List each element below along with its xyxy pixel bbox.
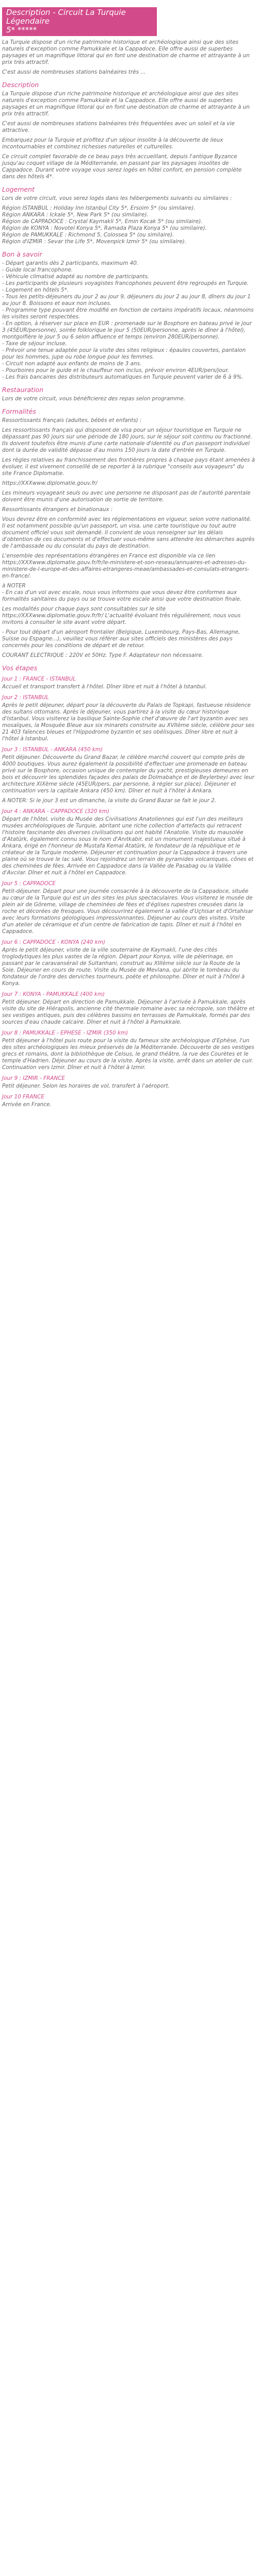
description-paragraph: La Turquie dispose d'un riche patrimoine historique et archéologique ainsi que des sites naturels d'exception comme Pamukkale et la Cappadoce. Elle offre aussi de superbes paysages et un magnifique littoral qui en font une destination de charme et attrayante à un prix très attractif. <box>2 91 250 117</box>
day-block <box>2 676 255 690</box>
list-item: - Logement en hôtels 5*. <box>2 287 69 293</box>
day-text: A NOTER: Si le jour 3 est un dimanche, la visite du Grand Bazar se fait le jour 2. <box>2 798 217 804</box>
logement-section <box>2 185 255 245</box>
day-block <box>2 1030 255 1071</box>
bon-a-savoir-list <box>2 260 255 381</box>
day-block <box>2 1075 255 1090</box>
day-block <box>2 808 255 876</box>
day-block <box>2 694 255 742</box>
formalites-note-heading: à NOTER <box>2 583 26 589</box>
day-title: Jour 2 : ISTANBUL <box>2 694 49 701</box>
formalites-paragraph: Ressortissants français (adultes, bébés et enfants) : <box>2 417 142 423</box>
etapes-section <box>2 664 255 1108</box>
bon-a-savoir-section <box>2 250 255 381</box>
intro-paragraph: C'est aussi de nombreuses stations balnéaires très ... <box>2 69 146 75</box>
logement-heading: Logement <box>2 185 35 193</box>
day-text: Après le petit déjeuner, départ pour la découverte du Palais de Topkapi, fastueuse résidence des sultans ottomans. Après le déjeuner, vous partirez à la visite du cœur historique d'Istanbul. Vous visiterez la basilique Sainte-Sophie chef d'œuvre de l'art byzantin avec ses mosaïques, la Mosquée Bleue aux six minarets construite au XVIIème siècle, célèbre pour ses 21 403 faïences bleues et l'Hippodrome byzantin et ses obélisques. Dîner libre et nuit à l'hôtel à Istanbul. <box>2 702 254 742</box>
description-heading: Description <box>2 81 39 89</box>
formalites-paragraph: Les ressortissants français qui disposent de visa pour un séjour touristique en Turquie ne dépassant pas 90 jours sur une période de 180 jours, sur le séjour soit continu ou fractionné. Ils doivent toutefois être munis d'une carte nationale d'identité ou d'un passeport individuel dont la durée de validité dépasse d'au moins 150 jours la date d'entrée en Turquie. <box>2 427 252 453</box>
list-item: - Tous les petits-déjeuners du jour 2 au jour 9, déjeuners du jour 2 au jour 8, dîners du jour 1 au jour 8. Boissons et eaux non incluses. <box>2 294 251 307</box>
formalites-paragraph: Les mineurs voyageant seuls ou avec une personne ne disposant pas de l'autorité parentale doivent être munis d'une autorisation de sortie de territoire. <box>2 490 251 503</box>
day-text: Départ de l'hôtel, visite du Musée des Civilisations Anatoliennes qui est l'un des meilleurs musées archéologiques de Turquie, abritant une riche collection d'artefacts qui retracent l'histoire fascinante des diverses civilisations qui ont habité l'Anatolie. Visite du mausolée d'Atatürk, également connu sous le nom d'Anıtkabir, est un monument majestueux situé à Ankara, érigé en l'honneur de Mustafa Kemal Atatürk, le fondateur de la république et le créateur de la Turquie moderne. Déjeuner et continuation pour la Cappadoce à travers une plaine où se trouve le lac salé. Vous rejoindrez un terrain de pyramides volcaniques, cônes et des cheminées de fées. Arrivée en Cappadoce dans la Vallée de Pasabag ou la Vallée d'Avcılar. Dîner et nuit à l'hôtel en Cappadoce. <box>2 816 254 876</box>
list-item: - Pourboires pour le guide et le chauffeur non inclus, prévoir environ 4EUR/pers/jour. <box>2 367 229 374</box>
restauration-text: Lors de votre circuit, vous bénéficierez des repas selon programme. <box>2 396 185 402</box>
day-text: Petit déjeuner. Départ en direction de Pamukkale. Déjeuner à l'arrivée à Pamukkale, après visite du site de Hiérapolis, ancienne cité thermale romaine avec sa nécropole, son théâtre et ses vestiges antiques, puis des célèbres bassins en terrasses de Pamukkale, formés par des sources d'eau chaude calcaire. Dîner et nuit à l'hôtel à Pamukkale. <box>2 999 255 1025</box>
formalites-paragraph: Vous devrez être en conformité avec les réglementations en vigueur, selon votre nationalité. Il est notamment possible qu'un passeport, un visa, une carte touristique ou tout autre document officiel vous soit demandé. Il convient de vous renseigner sur les délais d'obtention de ces documents et d'effectuer vous-même sans attendre les démarches auprès de l'ambassade ou du consulat du pays de destination. <box>2 516 255 549</box>
formalites-note: - En cas d'un vol avec escale, nous vous informons que vous devez être conformes aux formalités sanitaires du pays ou se trouve votre escale ainsi que votre destination finale. <box>2 589 242 602</box>
page-title <box>2 7 157 36</box>
day-text: Petit-déjeuner. Départ pour une journée consacrée à la découverte de la Cappadoce, située au cœur de la Turquie qui est un des sites les plus spectaculaires. Vous visiterez le musée de plein air de Göreme, village de cheminées de fées et d'églises rupestres creusées dans la roche et décorées de fresques. Vous découvrirez également la vallée d'Uçhisar et d'Ortahisar avec leurs formations géologiques impressionnantes. Déjeuner au cours des visites. Visite d'un atelier de céramique et d'un centre de fabrication de tapis. Dîner et nuit à l'hôtel en Cappadoce. <box>2 888 253 935</box>
day-text: Petit déjeuner. Selon les horaires de vol, transfert à l'aéroport. <box>2 1083 170 1089</box>
formalites-paragraph: Ressortissants étrangers et binationaux : <box>2 506 113 513</box>
list-item: - Les frais bancaires des distributeurs automatiques en Turquie peuvent varier de 6 à 9%. <box>2 374 244 380</box>
formalites-note: - Pour tout départ d'un aéroport frontalier (Belgique, Luxembourg, Pays-Bas, Allemagne, Suisse ou Espagne...), veuillez vous référer aux sites officiels des ministères des pays concernés pour les conditions de départ et de retour. <box>2 629 240 649</box>
list-item: Région d'IZMIR : Sevar the Life 5*, Movenpick Izmir 5* (ou similaire). <box>2 239 187 245</box>
day-title: Jour 10 FRANCE <box>2 1094 45 1100</box>
list-item: - Programme type pouvant être modifié en fonction de certains impératifs locaux, néanmoins les visites seront respectées. <box>2 307 254 320</box>
list-item: - En option, à réserver sur place en EUR : promenade sur le Bosphore en bateau privé le jour 3 (45EUR/personne), soirée folklorique le jour 5 (50EUR/personne, après le dîner à l'hôtel), montgolfière le jour 5 ou 6 selon affluence et temps (environ 280EUR/personne). <box>2 320 252 340</box>
day-title: Jour 9 : IZMIR - FRANCE <box>2 1075 65 1081</box>
day-text: Petit déjeuner. Découverte du Grand Bazar, le célèbre marché couvert qui compte près de 4000 boutiques. Vous aurez également la possibilité d'effectuer une promenade en bateau privé sur le Bosphore, occasion unique de contempler du yacht, prestigieuses demeures en bois et découvrir les splendides façades des palais de Dolmabahçe et de Beylerbeyi avec leur architecture XIXème siècle (45EUR/pers, par personne, à régler sur place). Déjeuner et continuation vers la capitale Ankara (450 km). Dîner et nuit à l'hôtel à Ankara. <box>2 754 254 794</box>
list-item: Région de CAPPADOCE : Crystal Kaymakli 5*, Emin Kocak 5* (ou similaire). <box>2 218 203 225</box>
formalites-note: Les modalités pour chaque pays sont consultables sur le site https://XXXwww.diplomatie.gouv.fr/fr/ L'actualité évoluant très régulièrement, nous vous invitons à consulter le site avant votre départ. <box>2 606 241 625</box>
page <box>0 7 258 1108</box>
list-item: - Départ garantis dès 2 participants, maximum 40. <box>2 260 139 266</box>
day-title: Jour 7 : KONYA - PAMUKKALE (400 km) <box>2 991 105 997</box>
list-item: - Les participants de plusieurs voyagistes francophones peuvent être regroupés en Turquie. <box>2 280 249 286</box>
list-item: - Taxe de séjour incluse. <box>2 341 67 347</box>
day-text: Arrivée en France. <box>2 1101 52 1108</box>
day-title: Jour 6 : CAPPADOCE - KONYA (240 km) <box>2 939 105 945</box>
logement-intro: Lors de votre circuit, vous serez logés dans les hébergements suivants ou similaires : <box>2 195 232 201</box>
formalites-paragraph: L'ensemble des représentations étrangères en France est disponible via ce lien https://XXXwww.diplomatie.gouv.fr/fr/le-ministere-et-son-reseau/annuaires-et-adresses-du-ministere-de-l-europe-et-des-affaires-etrangeres-meae/ambassades-et-consulats-etrangers-en-france/. <box>2 553 250 579</box>
day-block <box>2 1094 255 1108</box>
formalites-paragraph: Les règles relatives au franchissement des frontières propres à chaque pays étant amenées à évoluer, il est vivement conseillé de se reporter à la rubrique "conseils aux voyageurs" du site France Diplomatie. <box>2 457 255 477</box>
day-title: Jour 5 : CAPPADOCE <box>2 880 56 887</box>
bon-a-savoir-heading: Bon à savoir <box>2 250 42 258</box>
logement-list <box>2 205 255 245</box>
formalites-section <box>2 408 255 659</box>
day-title: Jour 8 : PAMUKKALE - EPHESE - IZMIR (350 km) <box>2 1030 128 1036</box>
day-text: Après le petit déjeuner, visite de la ville souterraine de Kaymakli, l'une des cités troglodytiques les plus vastes de la région. Départ pour Konya, ville de pèlerinage, en passant par le caravansérail de Sultanhani, construit au XIIIème siècle sur la Route de la Soie. Déjeuner en cours de route. Visite du Musée de Mevlana, qui abrite le tombeau du fondateur de l'ordre des derviches tourneurs, poète et philosophe. Dîner et nuit à l'hôtel à Konya. <box>2 947 245 987</box>
etapes-heading: Vos étapes <box>2 664 38 672</box>
list-item: - Circuit non adapté aux enfants de moins de 3 ans. <box>2 361 142 367</box>
restauration-heading: Restauration <box>2 386 44 394</box>
day-title: Jour 1 : FRANCE - ISTANBUL <box>2 676 76 682</box>
intro-section <box>2 39 255 76</box>
description-section <box>2 81 255 180</box>
description-paragraph: Ce circuit complet favorable de ce beau pays très accueillant, depuis l'antique Byzance jusqu'au coquet village de la Méditerranée, en passant par les paysages insolites de Cappadoce. Durant votre voyage vous serez logés en hôtel confort, en pension complète dans des hôtels 4*. <box>2 154 242 180</box>
day-title: Jour 4 : ANKARA - CAPPADOCE (320 km) <box>2 808 109 815</box>
title-line-1: Description - Circuit La Turquie Légendaire <box>6 8 126 26</box>
title-line-2: 5* ***** <box>6 25 37 35</box>
formalites-link[interactable]: https://XXXwww.diplomatie.gouv.fr/ <box>2 480 98 486</box>
list-item: Région ANKARA : Ickale 5*, New Park 5* (ou similaire). <box>2 212 149 218</box>
day-title: Jour 3 : ISTANBUL - ANKARA (450 km) <box>2 747 103 753</box>
description-paragraph: Embarquez pour la Turquie et profitez d'un séjour insolite à la découverte de lieux incontournables et combinez richesses naturelles et culturelles. <box>2 137 223 150</box>
day-block <box>2 991 255 1026</box>
day-text: Accueil et transport transfert à l'hôtel. Dîner libre et nuit à l'hôtel à Istanbul. <box>2 684 207 690</box>
list-item: - Prévoir une tenue adaptée pour la visite des sites religieux : épaules couvertes, pantalon pour les hommes, jupe ou robe longue pour les femmes. <box>2 347 246 360</box>
day-block <box>2 880 255 935</box>
intro-paragraph: La Turquie dispose d'un riche patrimoine historique et archéologique ainsi que des sites naturels d'exception comme Pamukkale et la Cappadoce. Elle offre aussi de superbes paysages et un magnifique littoral qui en font une destination de charme et attrayante à un prix très attractif. <box>2 39 250 65</box>
restauration-section <box>2 386 255 402</box>
day-text: Petit déjeuner à l'hôtel puis route pour la visite du fameux site archéologique d'Ephèse, l'un des sites archéologiques les mieux préservés de la Méditerranée. Découverte de ses vestiges grecs et romains, dont la bibliothèque de Celsus, le grand théâtre, la rue des Courètes et le temple d'Hadrien. Déjeuner au cours de la visite. Après la visite, arrêt dans un atelier de cuir. Continuation vers Izmir. Dîner et nuit à l'hôtel à Izmir. <box>2 1038 254 1071</box>
formalites-heading: Formalités <box>2 408 36 415</box>
list-item: Région de PAMUKKALE : Richmond 5, Colossea 5* (ou similaire). <box>2 232 174 238</box>
day-block <box>2 747 255 804</box>
day-block <box>2 939 255 987</box>
list-item: Région de KONYA : Novotel Konya 5*, Ramada Plaza Konya 5* (ou similaire). <box>2 225 207 231</box>
electric-current-info: COURANT ELECTRIQUE : 220V et 50Hz. Type F. Adaptateur non nécessaire. <box>2 652 203 658</box>
list-item: - Guide local francophone. <box>2 267 73 273</box>
description-paragraph: C'est aussi de nombreuses stations balnéaires très fréquentées avec un soleil et la vie attractive. <box>2 121 235 133</box>
list-item: - Véhicule climatisé adapté au nombre de participants. <box>2 274 150 280</box>
list-item: Région ISTANBUL : Holiday Inn Istanbul City 5*, Ersoim 5* (ou similaire). <box>2 205 196 211</box>
